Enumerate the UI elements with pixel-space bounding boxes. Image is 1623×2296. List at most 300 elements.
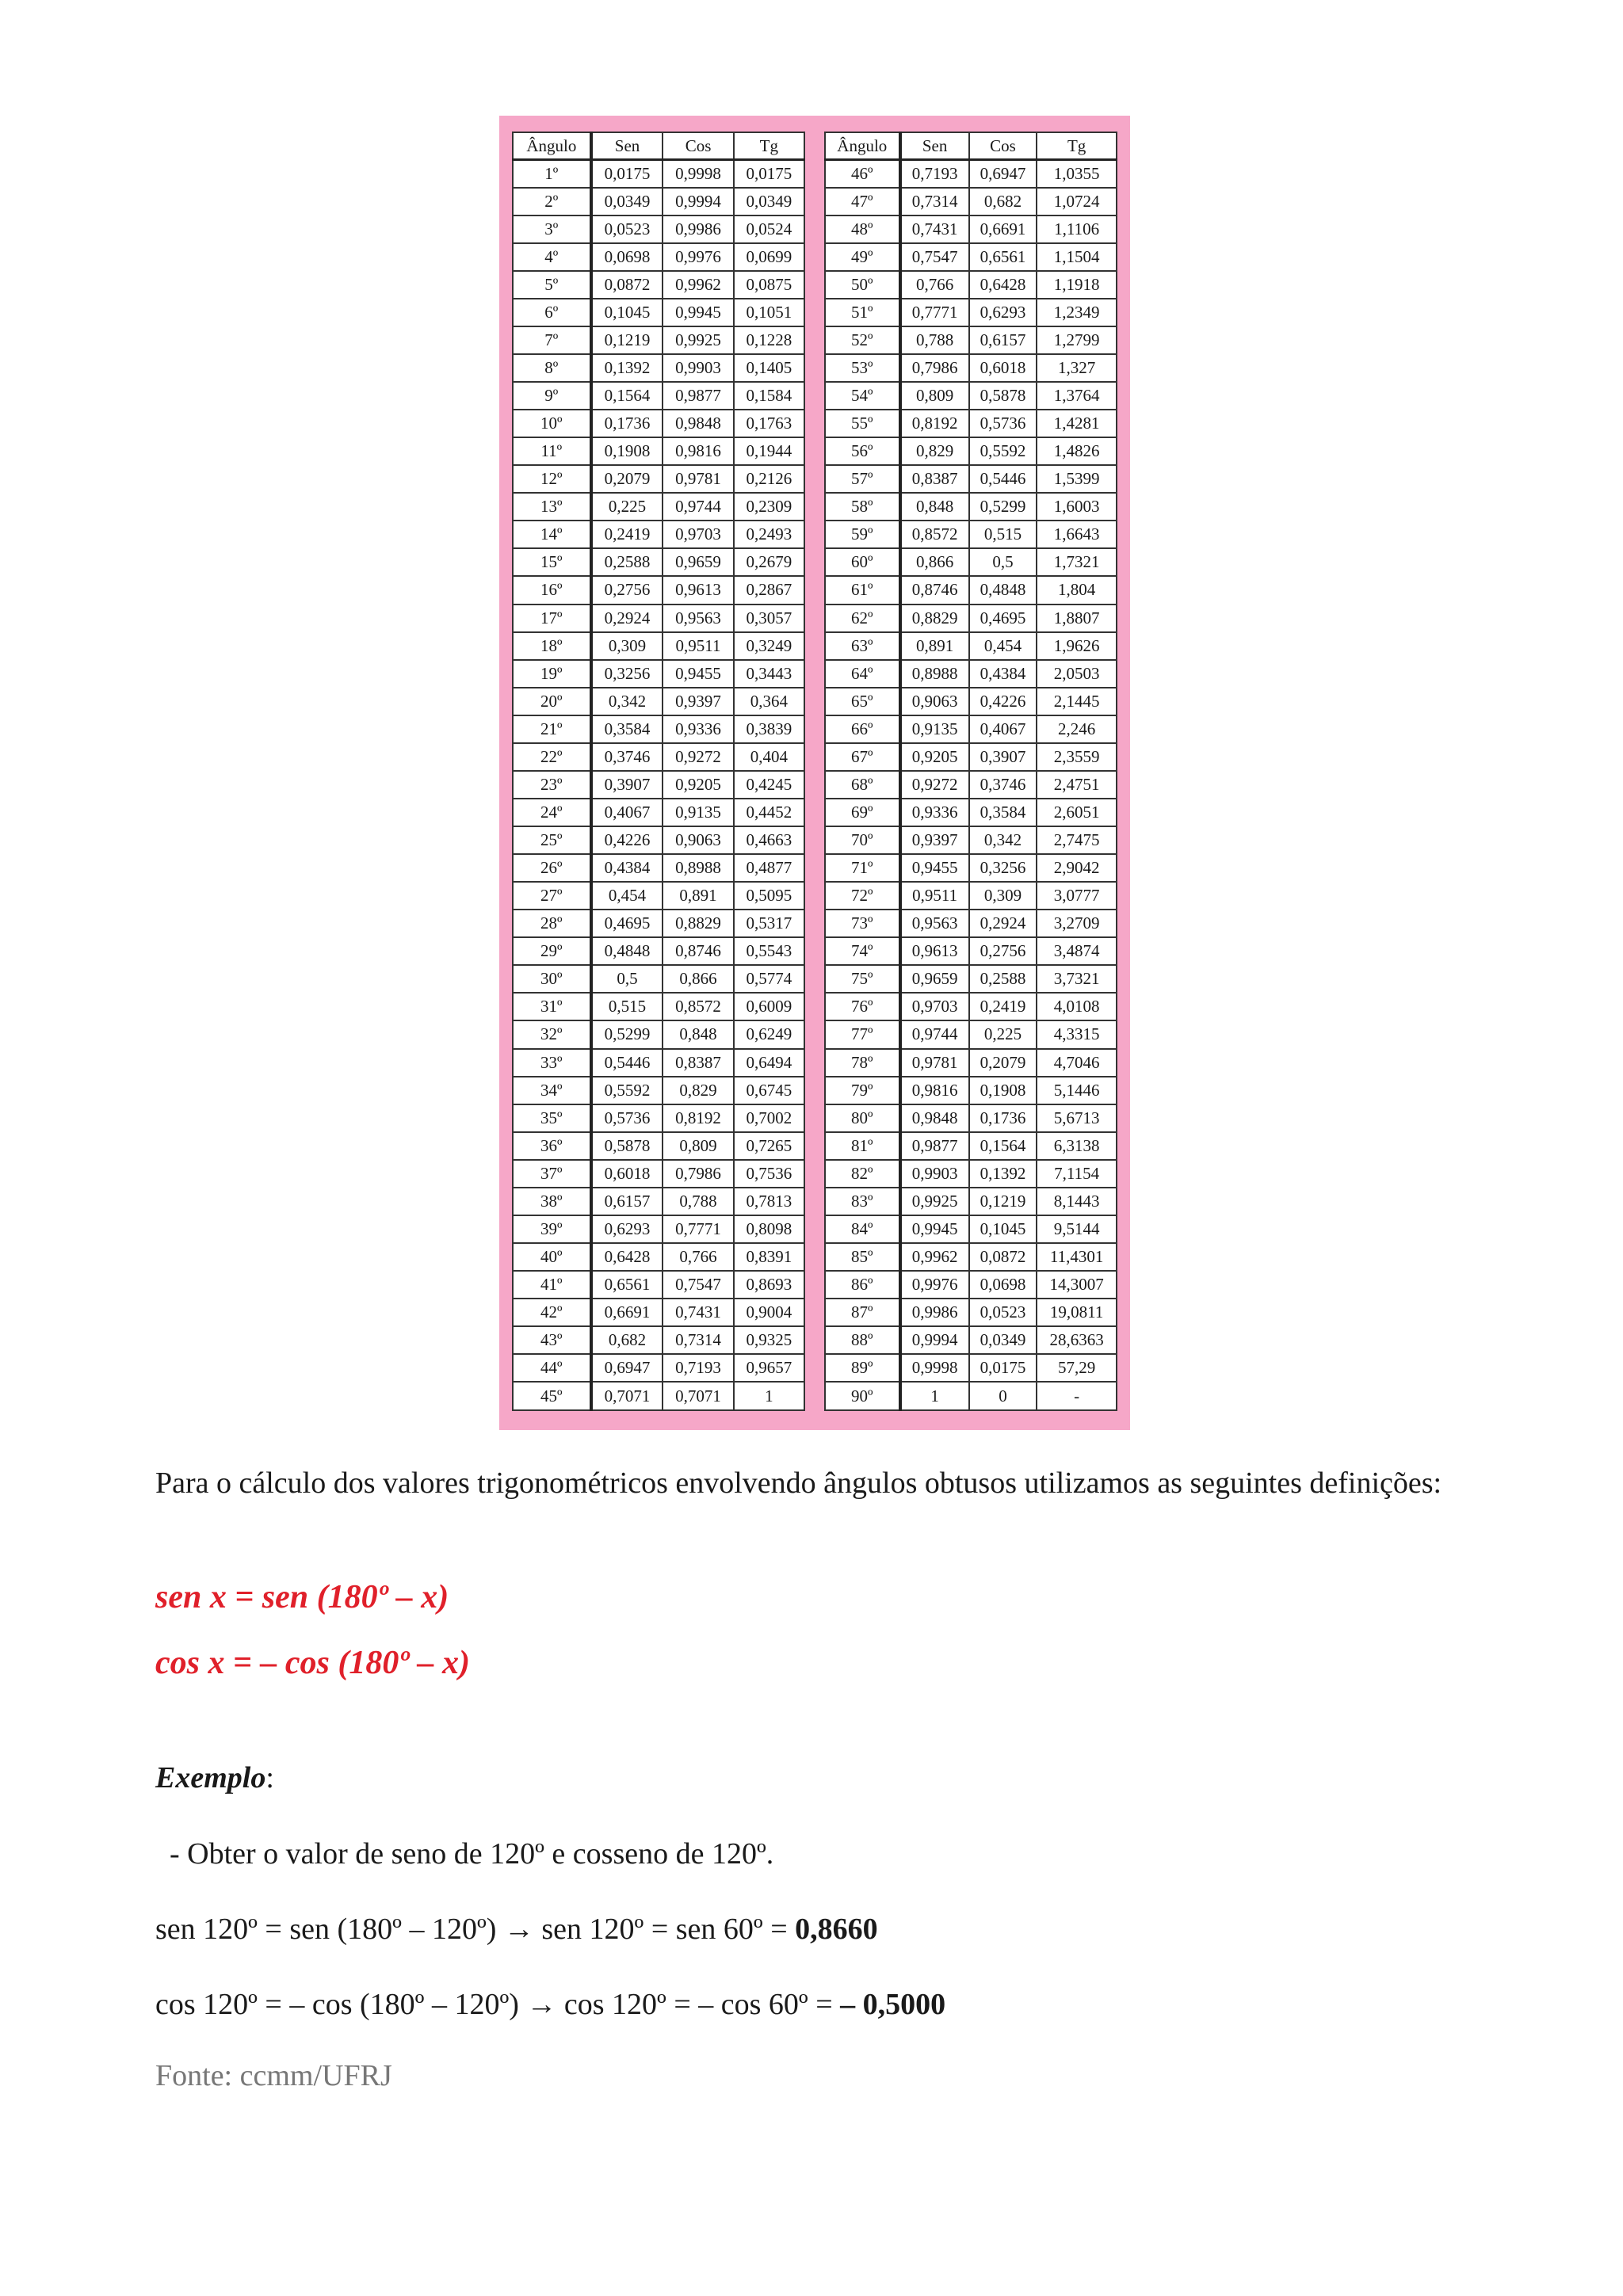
cell-tg: 0,8391 — [734, 1243, 804, 1271]
cell-tg: 2,3559 — [1037, 743, 1117, 771]
cell-cos: 0,9744 — [663, 493, 733, 521]
cell-sen: 0,9205 — [900, 743, 969, 771]
table-row — [513, 1326, 804, 1354]
cell-angle: 50º — [825, 271, 900, 299]
cell-angle: 18º — [513, 632, 591, 660]
cell-cos: 0,9063 — [663, 826, 733, 854]
cell-tg: 0,7536 — [734, 1160, 804, 1188]
cell-cos: 0,6157 — [969, 326, 1037, 354]
cell-angle: 22º — [513, 743, 591, 771]
cell-tg: 0,1584 — [734, 382, 804, 410]
table-row — [825, 215, 1117, 243]
cell-sen: 0,891 — [900, 632, 969, 660]
cell-sen: 0,9135 — [900, 715, 969, 743]
cell-sen: 0,8572 — [900, 521, 969, 548]
cell-tg: 0,0349 — [734, 188, 804, 215]
cell-angle: 14º — [513, 521, 591, 548]
table-row — [513, 882, 804, 910]
cell-tg: 1,8807 — [1037, 605, 1117, 632]
table-row — [513, 937, 804, 965]
cell-tg: 11,4301 — [1037, 1243, 1117, 1271]
table-row — [825, 688, 1117, 715]
cell-angle: 4º — [513, 243, 591, 271]
cell-tg: 19,0811 — [1037, 1299, 1117, 1326]
cell-sen: 0,7193 — [900, 160, 969, 188]
cell-tg: 0,9657 — [734, 1354, 804, 1382]
cell-cos: 0,766 — [663, 1243, 733, 1271]
cell-cos: 0,8829 — [663, 910, 733, 937]
trig-table-frame — [499, 116, 1130, 1430]
table-row — [513, 354, 804, 382]
cell-tg: 1,1106 — [1037, 215, 1117, 243]
cell-tg: 0,1405 — [734, 354, 804, 382]
cell-sen: 0,2924 — [591, 605, 663, 632]
cell-cos: 0,9903 — [663, 354, 733, 382]
table-row — [825, 548, 1117, 576]
cell-sen: 0,3907 — [591, 771, 663, 799]
cell-sen: 0,2756 — [591, 576, 663, 604]
table-header-row — [513, 132, 804, 160]
cell-sen: 0,9511 — [900, 882, 969, 910]
trig-table-left — [512, 132, 805, 1411]
cell-tg: 9,5144 — [1037, 1215, 1117, 1243]
cell-cos: 0,9976 — [663, 243, 733, 271]
table-row — [825, 1188, 1117, 1215]
cell-cos: 0,0872 — [969, 1243, 1037, 1271]
cell-sen: 0,9877 — [900, 1132, 969, 1160]
cell-angle: 81º — [825, 1132, 900, 1160]
cell-angle: 58º — [825, 493, 900, 521]
cell-sen: 0,225 — [591, 493, 663, 521]
cell-tg: 0,3057 — [734, 605, 804, 632]
cell-cos: 0,7986 — [663, 1160, 733, 1188]
cell-cos: 0,1736 — [969, 1104, 1037, 1132]
cell-sen: 0,2419 — [591, 521, 663, 548]
cell-angle: 33º — [513, 1049, 591, 1077]
cell-angle: 68º — [825, 771, 900, 799]
cell-cos: 0,8387 — [663, 1049, 733, 1077]
cell-angle: 17º — [513, 605, 591, 632]
cell-tg: 0,4877 — [734, 854, 804, 882]
cell-angle: 59º — [825, 521, 900, 548]
table-row — [513, 1077, 804, 1104]
table-row — [825, 937, 1117, 965]
cell-sen: 0,0349 — [591, 188, 663, 215]
cell-sen: 0,1908 — [591, 437, 663, 465]
cell-sen: 1 — [900, 1382, 969, 1410]
cell-cos: 0,9135 — [663, 799, 733, 826]
cell-angle: 6º — [513, 299, 591, 326]
cell-tg: 0,3443 — [734, 660, 804, 688]
cell-tg: 3,7321 — [1037, 965, 1117, 993]
cell-cos: 0,8572 — [663, 993, 733, 1020]
table-row — [513, 576, 804, 604]
cell-tg: 0,0524 — [734, 215, 804, 243]
table-row — [513, 826, 804, 854]
cell-sen: 0,1736 — [591, 410, 663, 437]
cell-cos: 0,9511 — [663, 632, 733, 660]
cell-sen: 0,2588 — [591, 548, 663, 576]
table-row — [513, 799, 804, 826]
cell-sen: 0,7431 — [900, 215, 969, 243]
table-row — [513, 410, 804, 437]
cell-cos: 0,891 — [663, 882, 733, 910]
cell-tg: 0,3839 — [734, 715, 804, 743]
cell-tg: 1,3764 — [1037, 382, 1117, 410]
cell-sen: 0,9781 — [900, 1049, 969, 1077]
cell-cos: 0,8192 — [663, 1104, 733, 1132]
cell-sen: 0,3584 — [591, 715, 663, 743]
cell-tg: 4,3315 — [1037, 1020, 1117, 1048]
cell-sen: 0,9962 — [900, 1243, 969, 1271]
cell-angle: 76º — [825, 993, 900, 1020]
cell-tg: 2,6051 — [1037, 799, 1117, 826]
cell-angle: 21º — [513, 715, 591, 743]
table-row — [825, 605, 1117, 632]
cos-calculation — [155, 1987, 1471, 2022]
table-row — [513, 493, 804, 521]
cell-tg: 0,2679 — [734, 548, 804, 576]
header-sen: Sen — [591, 132, 663, 160]
cell-cos: 0,3256 — [969, 854, 1037, 882]
cell-angle: 65º — [825, 688, 900, 715]
cell-sen: 0,7771 — [900, 299, 969, 326]
sen-calculation — [155, 1912, 1471, 1947]
cell-sen: 0,6691 — [591, 1299, 663, 1326]
cell-tg: 0,5774 — [734, 965, 804, 993]
cell-tg: 1,2799 — [1037, 326, 1117, 354]
cell-cos: 0,6691 — [969, 215, 1037, 243]
cell-sen: 0,8829 — [900, 605, 969, 632]
cell-tg: 0,2867 — [734, 576, 804, 604]
cell-angle: 23º — [513, 771, 591, 799]
cell-angle: 32º — [513, 1020, 591, 1048]
cell-cos: 0,9848 — [663, 410, 733, 437]
cell-tg: 0,2309 — [734, 493, 804, 521]
cell-sen: 0,454 — [591, 882, 663, 910]
cell-angle: 90º — [825, 1382, 900, 1410]
cell-tg: 1,1918 — [1037, 271, 1117, 299]
cell-angle: 49º — [825, 243, 900, 271]
table-row — [513, 688, 804, 715]
cell-angle: 88º — [825, 1326, 900, 1354]
cell-sen: 0,9976 — [900, 1271, 969, 1299]
cell-cos: 0,4226 — [969, 688, 1037, 715]
cell-sen: 0,809 — [900, 382, 969, 410]
cell-angle: 62º — [825, 605, 900, 632]
cell-tg: 0,7265 — [734, 1132, 804, 1160]
cell-sen: 0,3746 — [591, 743, 663, 771]
cell-angle: 56º — [825, 437, 900, 465]
cell-sen: 0,9455 — [900, 854, 969, 882]
cell-angle: 53º — [825, 354, 900, 382]
cell-cos: 0,0175 — [969, 1354, 1037, 1382]
table-row — [825, 1271, 1117, 1299]
table-header-row — [825, 132, 1117, 160]
cell-cos: 0,5299 — [969, 493, 1037, 521]
cell-angle: 1º — [513, 160, 591, 188]
table-row — [513, 743, 804, 771]
cell-angle: 46º — [825, 160, 900, 188]
cell-sen: 0,7314 — [900, 188, 969, 215]
cell-tg: 3,2709 — [1037, 910, 1117, 937]
cell-cos: 0,9816 — [663, 437, 733, 465]
cell-cos: 0,0523 — [969, 1299, 1037, 1326]
cell-angle: 48º — [825, 215, 900, 243]
cell-cos: 0,309 — [969, 882, 1037, 910]
cell-tg: 0,404 — [734, 743, 804, 771]
cell-cos: 0,7771 — [663, 1215, 733, 1243]
cell-cos: 0,682 — [969, 188, 1037, 215]
cell-angle: 80º — [825, 1104, 900, 1132]
cell-cos: 0,829 — [663, 1077, 733, 1104]
cell-tg: 2,9042 — [1037, 854, 1117, 882]
cell-angle: 5º — [513, 271, 591, 299]
table-row — [513, 771, 804, 799]
cell-cos: 0,9962 — [663, 271, 733, 299]
cell-sen: 0,1392 — [591, 354, 663, 382]
cell-angle: 9º — [513, 382, 591, 410]
cell-cos: 0,6561 — [969, 243, 1037, 271]
cell-sen: 0,0175 — [591, 160, 663, 188]
cell-cos: 0,2756 — [969, 937, 1037, 965]
cell-cos: 0,2924 — [969, 910, 1037, 937]
trig-table-right — [824, 132, 1117, 1411]
table-row — [513, 1020, 804, 1048]
example-task: - Obter o valor de seno de 120º e cosseno de 120º. — [170, 1837, 774, 1871]
example-colon: : — [265, 1761, 274, 1794]
cell-sen: 0,1564 — [591, 382, 663, 410]
table-row — [825, 1299, 1117, 1326]
cell-tg: 0,0699 — [734, 243, 804, 271]
formula-sen: sen x = sen (180º – x) — [155, 1579, 449, 1615]
cell-tg: 2,246 — [1037, 715, 1117, 743]
cell-sen: 0,0872 — [591, 271, 663, 299]
cell-angle: 69º — [825, 799, 900, 826]
cell-cos: 0,7431 — [663, 1299, 733, 1326]
table-row — [513, 605, 804, 632]
cell-tg: 0,4452 — [734, 799, 804, 826]
table-row — [513, 437, 804, 465]
cell-tg: 0,6009 — [734, 993, 804, 1020]
cell-sen: 0,6428 — [591, 1243, 663, 1271]
cell-angle: 52º — [825, 326, 900, 354]
cell-sen: 0,2079 — [591, 465, 663, 493]
cell-sen: 0,866 — [900, 548, 969, 576]
cell-angle: 26º — [513, 854, 591, 882]
cell-sen: 0,0698 — [591, 243, 663, 271]
cell-angle: 86º — [825, 1271, 900, 1299]
table-row — [513, 215, 804, 243]
header-angle: Ângulo — [825, 132, 900, 160]
cell-sen: 0,6018 — [591, 1160, 663, 1188]
cell-angle: 78º — [825, 1049, 900, 1077]
cell-cos: 0,5446 — [969, 465, 1037, 493]
cell-angle: 12º — [513, 465, 591, 493]
cell-angle: 35º — [513, 1104, 591, 1132]
cell-sen: 0,8192 — [900, 410, 969, 437]
table-row — [513, 632, 804, 660]
cell-tg: 0,0875 — [734, 271, 804, 299]
table-row — [825, 410, 1117, 437]
header-tg: Tg — [1037, 132, 1117, 160]
header-cos: Cos — [969, 132, 1037, 160]
cell-cos: 0,1908 — [969, 1077, 1037, 1104]
table-row — [513, 854, 804, 882]
cell-sen: 0,9903 — [900, 1160, 969, 1188]
cell-sen: 0,6157 — [591, 1188, 663, 1215]
cell-sen: 0,6293 — [591, 1215, 663, 1243]
cell-cos: 0,1219 — [969, 1188, 1037, 1215]
cell-angle: 41º — [513, 1271, 591, 1299]
cell-cos: 0,9336 — [663, 715, 733, 743]
cell-sen: 0,7986 — [900, 354, 969, 382]
cell-angle: 77º — [825, 1020, 900, 1048]
cell-tg: 2,1445 — [1037, 688, 1117, 715]
cell-angle: 36º — [513, 1132, 591, 1160]
cell-sen: 0,4384 — [591, 854, 663, 882]
table-row — [825, 1020, 1117, 1048]
cell-angle: 74º — [825, 937, 900, 965]
cell-angle: 34º — [513, 1077, 591, 1104]
cell-tg: 0,5095 — [734, 882, 804, 910]
table-row — [513, 1132, 804, 1160]
sen-result: 0,8660 — [795, 1913, 878, 1946]
cell-cos: 0,4848 — [969, 576, 1037, 604]
table-row — [513, 1104, 804, 1132]
header-sen: Sen — [900, 132, 969, 160]
cell-cos: 0,9613 — [663, 576, 733, 604]
cell-cos: 0,1392 — [969, 1160, 1037, 1188]
cell-cos: 0,9986 — [663, 215, 733, 243]
cell-sen: 0,1045 — [591, 299, 663, 326]
cell-angle: 29º — [513, 937, 591, 965]
cell-cos: 0,9397 — [663, 688, 733, 715]
cell-sen: 0,9998 — [900, 1354, 969, 1382]
cell-sen: 0,788 — [900, 326, 969, 354]
cell-angle: 31º — [513, 993, 591, 1020]
cell-tg: 8,1443 — [1037, 1188, 1117, 1215]
table-row — [825, 1215, 1117, 1243]
cell-sen: 0,5736 — [591, 1104, 663, 1132]
cell-angle: 25º — [513, 826, 591, 854]
cell-tg: 4,0108 — [1037, 993, 1117, 1020]
cell-cos: 0,9272 — [663, 743, 733, 771]
cell-angle: 28º — [513, 910, 591, 937]
table-row — [513, 326, 804, 354]
cell-cos: 0,6947 — [969, 160, 1037, 188]
cell-cos: 0,9563 — [663, 605, 733, 632]
cell-sen: 0,8387 — [900, 465, 969, 493]
cell-angle: 83º — [825, 1188, 900, 1215]
cell-cos: 0,9945 — [663, 299, 733, 326]
cell-tg: 1,9626 — [1037, 632, 1117, 660]
cell-sen: 0,4067 — [591, 799, 663, 826]
cell-tg: 57,29 — [1037, 1354, 1117, 1382]
cell-cos: 0,0698 — [969, 1271, 1037, 1299]
cell-tg: 14,3007 — [1037, 1271, 1117, 1299]
cell-sen: 0,9925 — [900, 1188, 969, 1215]
cell-tg: 1,327 — [1037, 354, 1117, 382]
cell-cos: 0,3584 — [969, 799, 1037, 826]
cell-sen: 0,515 — [591, 993, 663, 1020]
cell-cos: 0,3746 — [969, 771, 1037, 799]
table-row — [825, 993, 1117, 1020]
cell-tg: 28,6363 — [1037, 1326, 1117, 1354]
trig-table-left-body — [513, 160, 804, 1411]
table-row — [513, 993, 804, 1020]
cell-tg: 1,4826 — [1037, 437, 1117, 465]
cell-sen: 0,9986 — [900, 1299, 969, 1326]
cell-tg: 0,0175 — [734, 160, 804, 188]
cell-angle: 3º — [513, 215, 591, 243]
cell-sen: 0,4695 — [591, 910, 663, 937]
cell-tg: 5,1446 — [1037, 1077, 1117, 1104]
table-row — [513, 1299, 804, 1326]
table-row — [513, 1188, 804, 1215]
cell-sen: 0,342 — [591, 688, 663, 715]
cell-tg: 0,2126 — [734, 465, 804, 493]
table-row — [825, 326, 1117, 354]
cell-tg: 2,7475 — [1037, 826, 1117, 854]
cell-sen: 0,9744 — [900, 1020, 969, 1048]
trig-table-right-body — [825, 160, 1117, 1411]
cell-cos: 0,9994 — [663, 188, 733, 215]
table-row — [825, 1160, 1117, 1188]
cell-angle: 61º — [825, 576, 900, 604]
table-row — [825, 715, 1117, 743]
table-row — [513, 910, 804, 937]
cell-sen: 0,5878 — [591, 1132, 663, 1160]
cell-cos: 0,848 — [663, 1020, 733, 1048]
cell-angle: 67º — [825, 743, 900, 771]
cell-cos: 0,1045 — [969, 1215, 1037, 1243]
table-row — [825, 465, 1117, 493]
cell-cos: 0,9877 — [663, 382, 733, 410]
cell-cos: 0,1564 — [969, 1132, 1037, 1160]
cell-cos: 0,0349 — [969, 1326, 1037, 1354]
cell-tg: 4,7046 — [1037, 1049, 1117, 1077]
table-row — [825, 382, 1117, 410]
table-row — [825, 743, 1117, 771]
cell-sen: 0,4848 — [591, 937, 663, 965]
table-row — [825, 1049, 1117, 1077]
cell-angle: 27º — [513, 882, 591, 910]
table-row — [513, 1271, 804, 1299]
cell-angle: 20º — [513, 688, 591, 715]
cell-sen: 0,1219 — [591, 326, 663, 354]
cell-cos: 0,6018 — [969, 354, 1037, 382]
cell-angle: 10º — [513, 410, 591, 437]
cell-tg: 0,6494 — [734, 1049, 804, 1077]
cell-angle: 42º — [513, 1299, 591, 1326]
cell-sen: 0,8746 — [900, 576, 969, 604]
cell-tg: 6,3138 — [1037, 1132, 1117, 1160]
table-row — [513, 299, 804, 326]
table-row — [825, 354, 1117, 382]
example-label: Exemplo — [155, 1761, 266, 1794]
table-row — [825, 882, 1117, 910]
cell-angle: 60º — [825, 548, 900, 576]
cell-sen: 0,5592 — [591, 1077, 663, 1104]
cell-cos: 0,4067 — [969, 715, 1037, 743]
cell-cos: 0,7314 — [663, 1326, 733, 1354]
cell-tg: 0,5543 — [734, 937, 804, 965]
cell-tg: 0,1944 — [734, 437, 804, 465]
cell-angle: 87º — [825, 1299, 900, 1326]
cell-angle: 19º — [513, 660, 591, 688]
cell-tg: 1,5399 — [1037, 465, 1117, 493]
